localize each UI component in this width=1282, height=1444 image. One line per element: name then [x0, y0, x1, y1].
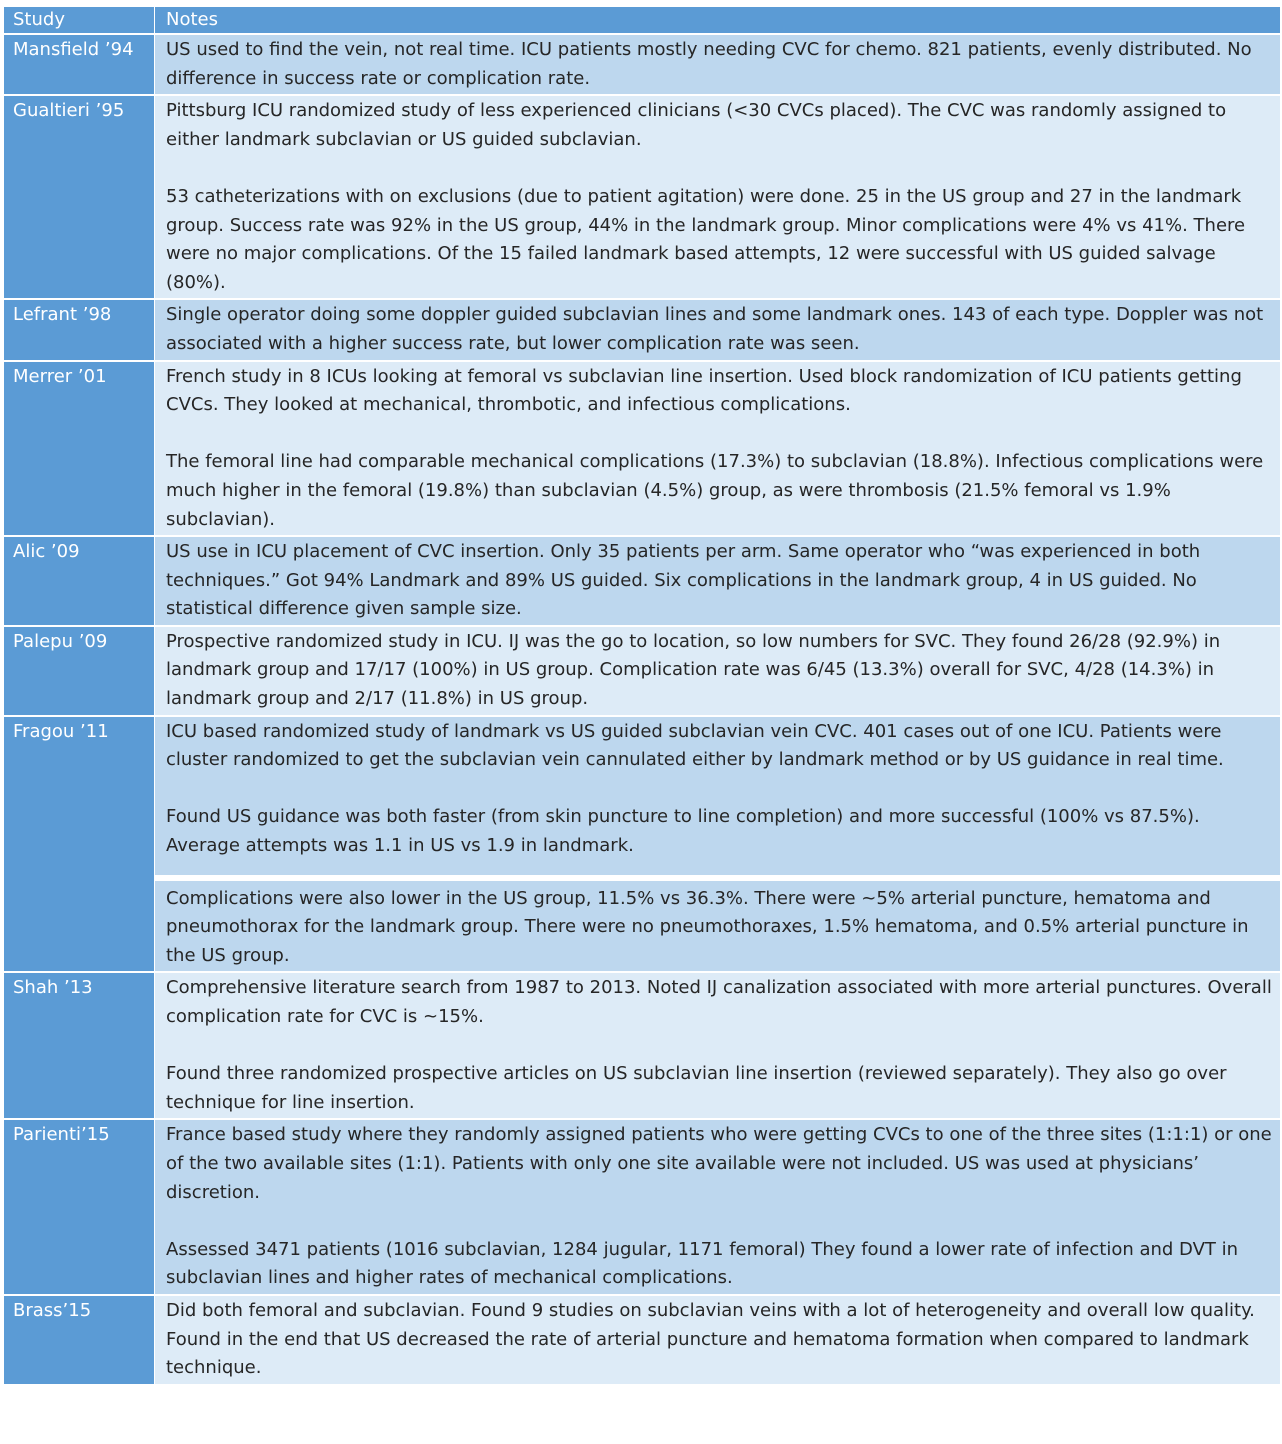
study-cell: Mansfield ’94 [4, 33, 154, 94]
table-row [4, 298, 1280, 359]
table-row [4, 715, 1280, 972]
notes-paragraph: US use in ICU placement of CVC insertion. Only 35 patients per arm. Same operator who “was experienced in both techniques.” Got 94% Landmark and 89% US guided. Six complications in the landmark group, 4 in US guided. No statistical difference given sample size. [166, 541, 1201, 620]
notes-paragraph: France based study where they randomly assigned patients who were getting CVCs to one of the three sites (1:1:1) or one of the two available sites (1:1). Patients with only one site available were not included. US was used at physicians’ discretion. [166, 1124, 1272, 1203]
notes-paragraph: 53 catheterizations with on exclusions (due to patient agitation) were done. 25 in the US group and 27 in the landmark group. Success rate was 92% in the US group, 44% in the landmark group. Minor complications were 4% vs 41%. There were no major complications. Of the 15 failed landmark based attempts, 12 were successful with US guided salvage (80%). [166, 185, 1246, 293]
study-cell: Gualtieri ’95 [4, 94, 154, 298]
study-cell: Merrer ’01 [4, 360, 154, 536]
header-notes: Notes [155, 7, 1280, 33]
table-row [4, 1118, 1280, 1294]
study-cell: Palepu ’09 [4, 625, 154, 715]
notes-paragraph: US used to find the vein, not real time. ICU patients mostly needing CVC for chemo. 821 patients, evenly distributed. No difference in success rate or complication rate. [166, 39, 1252, 89]
table-header-row [4, 7, 1280, 33]
notes-paragraph: Single operator doing some doppler guided subclavian lines and some landmark ones. 143 of each type. Doppler was not associated with a higher success rate, but lower complication rate was seen. [166, 304, 1264, 354]
notes-cell [155, 33, 1280, 94]
study-cell: Parienti’15 [4, 1118, 154, 1294]
table-row [4, 94, 1280, 298]
notes-paragraph: ICU based randomized study of landmark vs US guided subclavian vein CVC. 401 cases out of one ICU. Patients were cluster randomized to get the subclavian vein cannulated either by landmark method or by US guidance in real time. [166, 720, 1224, 771]
notes-cell [155, 1118, 1280, 1294]
notes-paragraph: Pittsburg ICU randomized study of less experienced clinicians (<30 CVCs placed). The CVC was randomly assigned to either landmark subclavian or US guided subclavian. [166, 100, 1227, 150]
notes-cell [155, 625, 1280, 715]
study-cell: Fragou ’11 [4, 715, 154, 972]
table-row [4, 33, 1280, 94]
notes-paragraph: Prospective randomized study in ICU. IJ was the go to location, so low numbers for SVC. They found 26/28 (92.9%) in landmark group and 17/17 (100%) in US group. Complication rate was 6/45 (13.3%) overall for SVC, 4/28 (14.3%) in landmark group and 2/17 (11.8%) in US group. [166, 630, 1221, 710]
notes-cell [155, 971, 1280, 1118]
notes-paragraph: Comprehensive literature search from 1987 to 2013. Noted IJ canalization associated with more arterial punctures. Overall complication rate for CVC is ~15%. [166, 977, 1272, 1027]
notes-cell [155, 715, 1280, 972]
notes-cell [155, 94, 1280, 298]
notes-paragraph: The femoral line had comparable mechanical complications (17.3%) to subclavian (18.8%). Infectious complications were much higher in the femoral (19.8%) than subclavian (4.5%) group, as were thrombosis (21.5% femoral vs 1.9% subclavian). [166, 451, 1264, 530]
notes-paragraph: Found US guidance was both faster (from skin puncture to line completion) and more successful (100% vs 87.5%). Average attempts was 1.1 in US vs 1.9 in landmark. [166, 806, 1200, 857]
notes-paragraph: Complications were also lower in the US group, 11.5% vs 36.3%. There were ~5% arterial puncture, hematoma and pneumothorax for the landmark group. There were no pneumothoraxes, 1.5% hematoma, and 0.5% arterial puncture in the US group. [155, 875, 1280, 971]
notes-paragraph: Found three randomized prospective articles on US subclavian line insertion (reviewed separately). They also go over technique for line insertion. [166, 1063, 1227, 1113]
notes-cell [155, 535, 1280, 625]
notes-cell [155, 1294, 1280, 1384]
study-cell: Brass’15 [4, 1294, 154, 1384]
table-row [4, 971, 1280, 1118]
header-study: Study [4, 7, 154, 33]
study-cell: Lefrant ’98 [4, 298, 154, 359]
notes-paragraph: French study in 8 ICUs looking at femoral vs subclavian line insertion. Used block randomization of ICU patients getting CVCs. They looked at mechanical, thrombotic, and infectious complications. [166, 365, 1242, 416]
study-cell: Shah ’13 [4, 971, 154, 1118]
table-row [4, 535, 1280, 625]
table-row [4, 625, 1280, 715]
notes-paragraph: Did both femoral and subclavian. Found 9 studies on subclavian veins with a lot of heterogeneity and overall low quality. Found in the end that US decreased the rate of arterial puncture and hematoma formation when compared to landmark technique. [166, 1299, 1255, 1379]
notes-cell [155, 298, 1280, 359]
table-row [4, 360, 1280, 536]
table-row [4, 1294, 1280, 1384]
study-cell: Alic ’09 [4, 535, 154, 625]
notes-paragraph: Assessed 3471 patients (1016 subclavian, 1284 jugular, 1171 femoral) They found a lower rate of infection and DVT in subclavian lines and higher rates of mechanical complications. [166, 1238, 1239, 1289]
studies-table [4, 7, 1280, 1384]
notes-cell [155, 360, 1280, 536]
